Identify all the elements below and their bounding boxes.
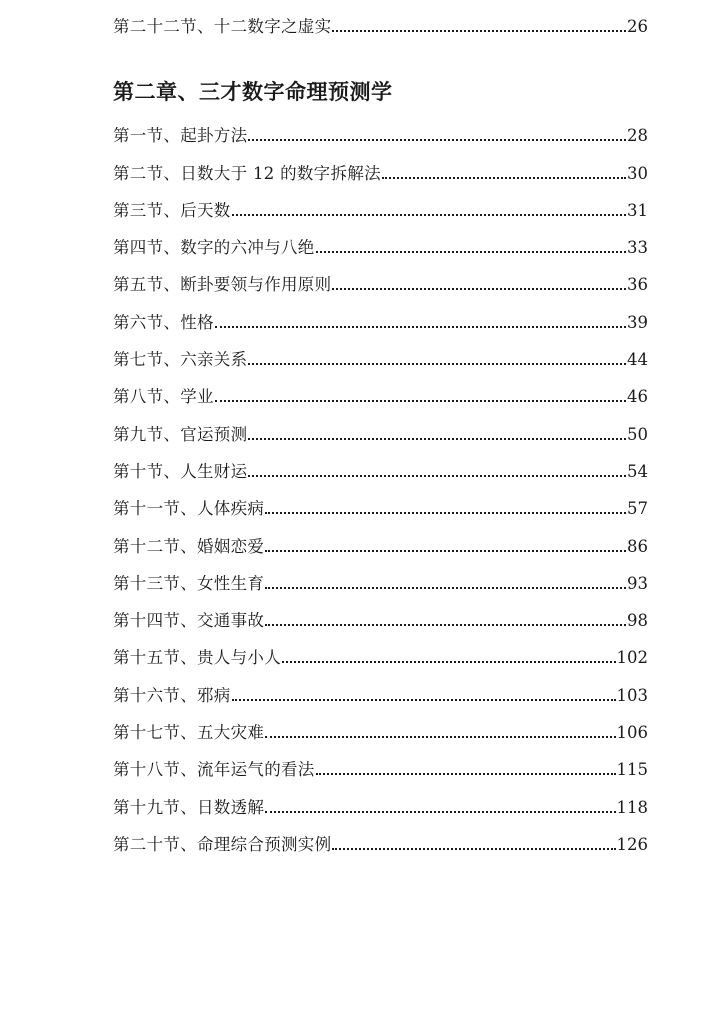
dot-leader: [248, 126, 626, 146]
dot-leader: [248, 462, 626, 482]
toc-entry-page: 30: [627, 163, 648, 183]
dot-leader: [316, 760, 616, 780]
toc-entry-page: 26: [627, 17, 648, 36]
toc-entry: [113, 295, 648, 332]
toc-entry-label: 第一节、起卦方法: [113, 126, 248, 146]
toc-entry-top: [113, 0, 648, 37]
toc-entry-label: 第九节、官运预测: [113, 424, 248, 444]
dot-leader: [265, 611, 626, 631]
toc-entry: [113, 258, 648, 295]
dot-leader: [248, 350, 626, 370]
toc-entry: [113, 780, 648, 817]
chapter-title: 第二章、三才数字命理预测学: [113, 80, 393, 104]
toc-entry: [113, 370, 648, 407]
dot-leader: [382, 164, 626, 184]
toc-entry-label: 第十三节、女性生育: [113, 573, 265, 593]
toc-entry-page: 54: [627, 461, 648, 481]
dot-leader: [215, 387, 626, 407]
toc-entry-label: 第七节、六亲关系: [113, 350, 248, 370]
toc-page: [113, 0, 648, 855]
toc-entry-page: 115: [616, 760, 648, 780]
toc-entry-label: 第十一节、人体疾病: [113, 499, 265, 519]
toc-entry-page: 44: [627, 350, 648, 370]
toc-entry: [113, 445, 648, 482]
toc-entry: [113, 668, 648, 705]
toc-entry-label: 第十四节、交通事故: [113, 611, 265, 631]
dot-leader: [332, 835, 615, 855]
dot-leader: [215, 313, 626, 333]
toc-entry-label: 第二节、日数大于 12 的数字拆解法: [113, 163, 381, 183]
toc-entry: [113, 109, 648, 146]
dot-leader: [265, 723, 615, 743]
toc-entry-label: 第二十二节、十二数字之虚实: [113, 17, 332, 36]
toc-entry-label: 第十五节、贵人与小人: [113, 648, 281, 668]
toc-entry-page: 86: [627, 536, 648, 556]
toc-entry-page: 103: [616, 685, 648, 705]
dot-leader: [265, 798, 615, 818]
toc-entry-page: 50: [627, 424, 648, 444]
toc-entry-label: 第十二节、婚姻恋爱: [113, 536, 265, 556]
dot-leader: [316, 238, 626, 258]
toc-entry-page: 46: [627, 387, 648, 407]
dot-leader: [265, 574, 626, 594]
toc-entry-page: 93: [627, 573, 648, 593]
dot-leader: [332, 17, 626, 37]
toc-entry-page: 98: [627, 611, 648, 631]
toc-entry-label: 第十九节、日数透解: [113, 797, 265, 817]
toc-entry-page: 28: [627, 126, 648, 146]
toc-entry: [113, 743, 648, 780]
toc-entry-page: 33: [627, 238, 648, 258]
toc-entry-label: 第三节、后天数: [113, 200, 231, 220]
toc-entry: [113, 333, 648, 370]
dot-leader: [282, 648, 616, 668]
toc-entry-page: 36: [627, 275, 648, 295]
toc-entry-label: 第四节、数字的六冲与八绝: [113, 238, 315, 258]
dot-leader: [265, 537, 626, 557]
toc-entry-label: 第十八节、流年运气的看法: [113, 760, 315, 780]
toc-entry: [113, 221, 648, 258]
toc-entry-label: 第十六节、邪病: [113, 685, 231, 705]
toc-entry: [113, 631, 648, 668]
dot-leader: [332, 275, 626, 295]
toc-entry-label: 第二十节、命理综合预测实例: [113, 834, 332, 854]
toc-entry-page: 39: [627, 312, 648, 332]
toc-entry-label: 第六节、性格: [113, 312, 214, 332]
toc-entry-page: 106: [616, 723, 648, 743]
toc-entry: [113, 407, 648, 444]
toc-entry-label: 第五节、断卦要领与作用原则: [113, 275, 332, 295]
toc-entry-page: 57: [627, 499, 648, 519]
toc-entry-page: 102: [616, 648, 648, 668]
toc-entry: [113, 482, 648, 519]
toc-entry: [113, 594, 648, 631]
toc-entry: [113, 519, 648, 556]
toc-entry-label: 第十节、人生财运: [113, 461, 248, 481]
toc-entry-page: 118: [616, 797, 648, 817]
dot-leader: [232, 201, 626, 221]
dot-leader: [232, 686, 616, 706]
toc-entry-page: 31: [627, 200, 648, 220]
toc-entry: [113, 146, 648, 183]
toc-entry: [113, 557, 648, 594]
toc-entry-label: 第十七节、五大灾难: [113, 723, 265, 743]
toc-entry: [113, 818, 648, 855]
toc-entry-list: [113, 109, 648, 855]
toc-entry-page: 126: [616, 834, 648, 854]
dot-leader: [248, 425, 626, 445]
toc-entry: [113, 184, 648, 221]
dot-leader: [265, 499, 626, 519]
toc-entry-label: 第八节、学业: [113, 387, 214, 407]
toc-entry: [113, 706, 648, 743]
